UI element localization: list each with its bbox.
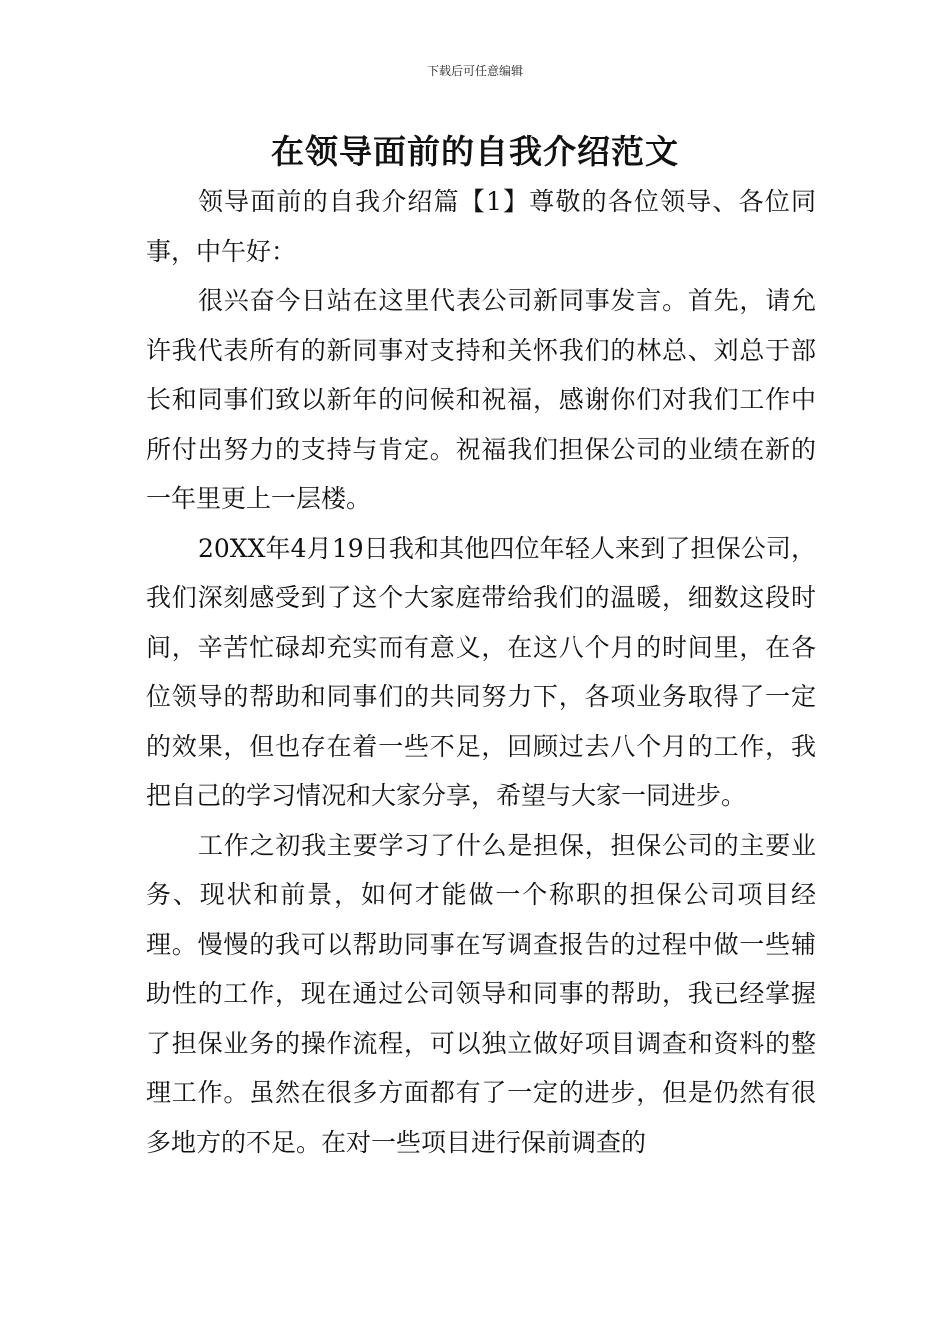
paragraph-2: 很兴奋今日站在这里代表公司新同事发言。首先，请允许我代表所有的新同事对支持和关怀我们的林总、刘总于部长和同事们致以新年的问候和祝福，感谢你们对我们工作中所付出努力的支持与肯定。祝福我们担保公司的业绩在新的一年里更上一层楼。 — [146, 286, 816, 513]
document-body — [146, 177, 816, 1167]
document-title: 在领导面前的自我介绍范文 — [271, 132, 679, 171]
header-note: 下载后可任意编辑 — [426, 64, 523, 78]
paragraph-1: 领导面前的自我介绍篇【1】尊敬的各位领导、各位同事，中午好： — [146, 187, 816, 266]
paragraph-4: 工作之初我主要学习了什么是担保，担保公司的主要业务、现状和前景，如何才能做一个称职的担保公司项目经理。慢慢的我可以帮助同事在写调查报告的过程中做一些辅助性的工作，现在通过公司领导和同事的帮助，我已经掌握了担保业务的操作流程，可以独立做好项目调查和资料的整理工作。虽然在很多方面都有了一定的进步，但是仍然有很多地方的不足。在对一些项目进行保前调查的 — [146, 830, 816, 1157]
paragraph-3: 20XX年4月19日我和其他四位年轻人来到了担保公司，我们深刻感受到了这个大家庭带给我们的温暖，细数这段时间，辛苦忙碌却充实而有意义，在这八个月的时间里，在各位领导的帮助和同事们的共同努力下，各项业务取得了一定的效果，但也存在着一些不足，回顾过去八个月的工作，我把自己的学习情况和大家分享，希望与大家一同进步。 — [146, 533, 816, 810]
